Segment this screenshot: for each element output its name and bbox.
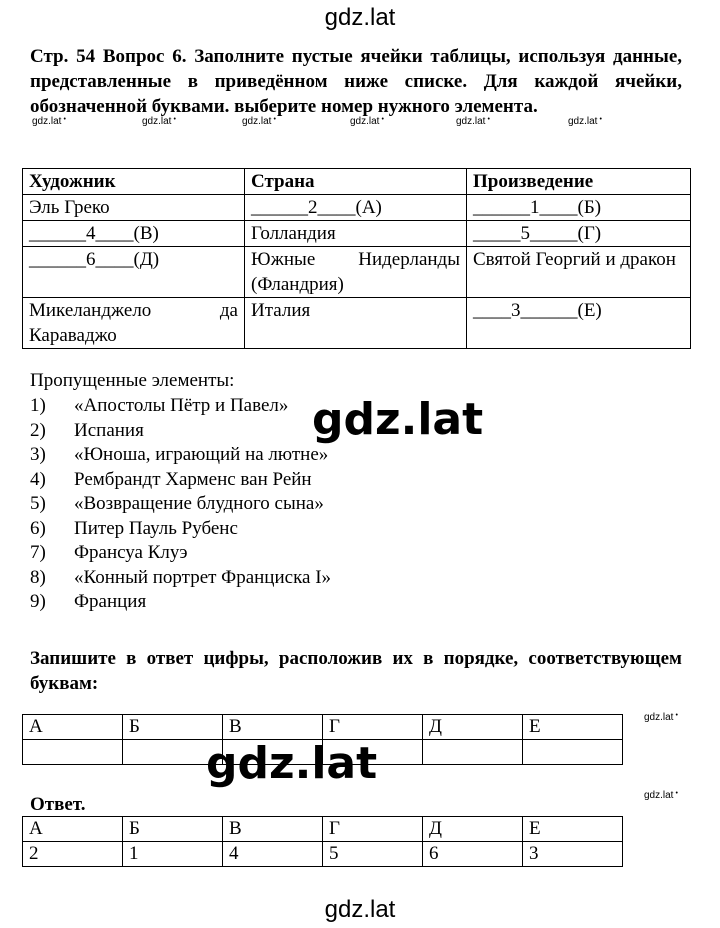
missing-elements-title: Пропущенные элементы:	[30, 370, 235, 391]
empty-cell	[423, 740, 523, 765]
table-header-row	[23, 169, 691, 195]
table-cell: Святой Георгий и дракон	[467, 247, 691, 298]
letter-cell: А	[23, 817, 123, 842]
table-cell: ______1____(Б)	[467, 195, 691, 221]
list-item: 2) Испания	[30, 419, 144, 441]
table-row	[23, 221, 691, 247]
answer-label: Ответ.	[30, 794, 86, 815]
watermark-small: gdz.lat •	[32, 116, 66, 127]
table-cell: _____5_____(Г)	[467, 221, 691, 247]
table-cell: Голландия	[245, 221, 467, 247]
letter-cell: Б	[123, 715, 223, 740]
list-item: 6) Питер Пауль Рубенс	[30, 517, 238, 539]
watermark-small: gdz.lat •	[350, 116, 384, 127]
table-row	[23, 195, 691, 221]
empty-cell	[523, 740, 623, 765]
answer-grid	[22, 816, 623, 867]
list-item: 8) «Конный портрет Франциска I»	[30, 566, 332, 588]
list-item: 9) Франция	[30, 591, 147, 612]
answer-cell: 3	[523, 842, 623, 867]
answer-cell: 5	[323, 842, 423, 867]
table-cell: Эль Греко	[23, 195, 245, 221]
table-row	[23, 817, 623, 842]
list-item: 5) «Возвращение блудного сына»	[30, 493, 324, 514]
watermark-big: gdz.lat	[206, 738, 378, 789]
instruction-text: Запишите в ответ цифры, расположив их в порядке, соответствующем буквам:	[30, 648, 682, 694]
watermark-small: gdz.lat •	[644, 790, 678, 801]
table-cell: ______4____(В)	[23, 221, 245, 247]
watermark-small: gdz.lat •	[142, 116, 176, 127]
watermark-bottom: gdz.lat	[324, 896, 396, 923]
list-item: 1) «Апостолы Пётр и Павел»	[30, 395, 289, 416]
letter-cell: Б	[123, 817, 223, 842]
question-text: Стр. 54 Вопрос 6. Заполните пустые ячейки таблицы, используя данные, представленные в приведённом ниже списке. Для каждой ячейки, обозначенной буквами. выберите номер нужного элемента.	[30, 46, 682, 117]
answer-cell: 6	[423, 842, 523, 867]
letter-cell: В	[223, 817, 323, 842]
table-cell: ______2____(А)	[245, 195, 467, 221]
letter-cell: Е	[523, 817, 623, 842]
watermark-small: gdz.lat •	[568, 116, 602, 127]
letter-cell: Д	[423, 715, 523, 740]
answer-cell: 1	[123, 842, 223, 867]
header-work: Произведение	[467, 169, 691, 195]
missing-elements-list	[30, 394, 331, 615]
watermark-big: gdz.lat	[312, 394, 484, 445]
letter-cell: Д	[423, 817, 523, 842]
watermark-small: gdz.lat •	[456, 116, 490, 127]
table-cell: Микеланджело да Караваджо	[23, 298, 245, 349]
list-item: 4) Рембрандт Харменс ван Рейн	[30, 468, 312, 490]
letter-cell: Г	[323, 715, 423, 740]
table-cell: ____3______(Е)	[467, 298, 691, 349]
answer-cell: 2	[23, 842, 123, 867]
watermark-small: gdz.lat •	[644, 712, 678, 723]
letter-cell: Е	[523, 715, 623, 740]
watermark-top: gdz.lat	[324, 4, 396, 31]
list-item: 3) «Юноша, играющий на лютне»	[30, 444, 329, 465]
header-artist: Художник	[23, 169, 245, 195]
watermark-small: gdz.lat •	[242, 116, 276, 127]
table-row	[23, 842, 623, 867]
table-row	[23, 298, 691, 349]
table-cell: Италия	[245, 298, 467, 349]
table-cell: ______6____(Д)	[23, 247, 245, 298]
empty-cell	[23, 740, 123, 765]
header-country: Страна	[245, 169, 467, 195]
answer-cell: 4	[223, 842, 323, 867]
table-row	[23, 247, 691, 298]
table-row	[23, 715, 623, 740]
letter-cell: Г	[323, 817, 423, 842]
table-cell: Южные Нидерланды (Фландрия)	[245, 247, 467, 298]
artists-table	[22, 168, 691, 349]
letter-cell: А	[23, 715, 123, 740]
list-item: 7) Франсуа Клуэ	[30, 542, 188, 563]
letter-cell: В	[223, 715, 323, 740]
